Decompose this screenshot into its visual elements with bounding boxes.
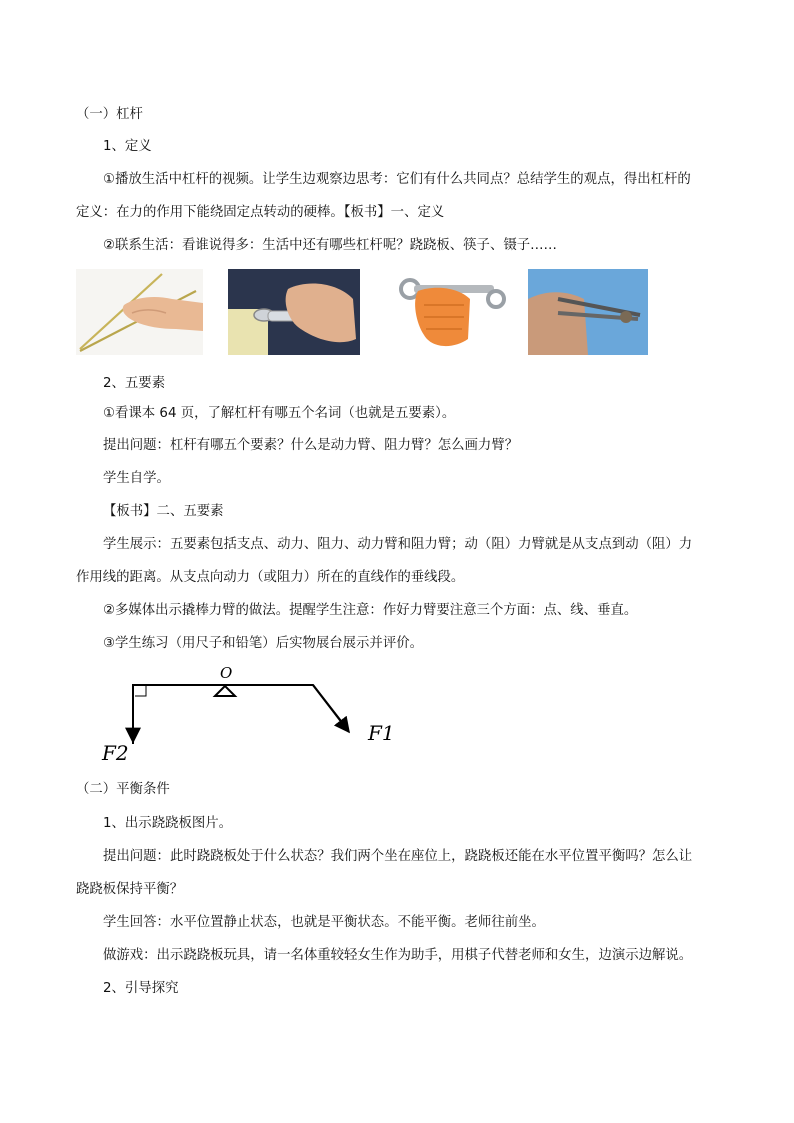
paragraph-self-study: 学生自学。 bbox=[103, 471, 170, 486]
paragraph-multimedia: ②多媒体出示撬棒力臂的做法。提醒学生注意：作好力臂要注意三个方面：点、线、垂直。 bbox=[103, 603, 638, 618]
subheading-seesaw-picture: 1、出示跷跷板图片。 bbox=[103, 816, 233, 831]
paragraph-game: 做游戏：出示跷跷板玩具，请一名体重较轻女生作为助手，用棋子代替老师和女生，边演示边解说。 bbox=[103, 948, 693, 963]
paragraph-textbook: ①看课本 64 页，了解杠杆有哪五个名词（也就是五要素）。 bbox=[103, 406, 456, 421]
pivot-triangle bbox=[215, 686, 235, 696]
lever-bar bbox=[133, 685, 348, 744]
paragraph-student-show: 学生展示：五要素包括支点、动力、阻力、动力臂和阻力臂；动（阻）力臂就是从支点到动（阻）力 bbox=[103, 537, 693, 552]
paragraph-life-examples: ②联系生活：看谁说得多：生活中还有哪些杠杆呢？跷跷板、筷子、镊子…… bbox=[103, 238, 557, 253]
force-arrow-f1 bbox=[313, 685, 349, 732]
paragraph-question: 提出问题：杠杆有哪五个要素？什么是动力臂、阻力臂？怎么画力臂？ bbox=[103, 438, 519, 453]
paragraph-video-cont: 定义：在力的作用下能绕固定点转动的硬棒。【板书】一、定义 bbox=[76, 205, 445, 220]
paragraph-student-answer: 学生回答：水平位置静止状态，也就是平衡状态。不能平衡。老师往前坐。 bbox=[103, 915, 545, 930]
photo-nutcracker bbox=[528, 269, 648, 355]
paragraph-seesaw-question-cont: 跷跷板保持平衡？ bbox=[76, 882, 184, 897]
subheading-guided-inquiry: 2、引导探究 bbox=[103, 981, 179, 996]
subheading-five-elements: 2、五要素 bbox=[103, 376, 166, 391]
right-angle-mark bbox=[135, 686, 146, 696]
lever-diagram bbox=[95, 660, 405, 765]
f1-label: F1 bbox=[368, 721, 395, 745]
paragraph-practice: ③学生练习（用尺子和铅笔）后实物展台展示并评价。 bbox=[103, 636, 423, 651]
paragraph-seesaw-question: 提出问题：此时跷跷板处于什么状态？我们两个坐在座位上，跷跷板还能在水平位置平衡吗？怎么让 bbox=[103, 849, 693, 864]
pivot-label: O bbox=[220, 664, 233, 682]
subheading-definition: 1、定义 bbox=[103, 139, 152, 154]
section-heading-lever: （一）杠杆 bbox=[76, 107, 143, 122]
photo-chopsticks bbox=[76, 269, 203, 355]
paragraph-student-show-cont: 作用线的距离。从支点向动力（或阻力）所在的直线作的垂线段。 bbox=[76, 570, 465, 585]
photo-bottle-opener bbox=[228, 269, 360, 355]
paragraph-video: ①播放生活中杠杆的视频。让学生边观察边思考：它们有什么共同点？总结学生的观点，得出杠杆的 bbox=[103, 172, 691, 187]
section-heading-balance: （二）平衡条件 bbox=[76, 782, 170, 797]
paragraph-board-note: 【板书】二、五要素 bbox=[103, 504, 224, 519]
f2-label: F2 bbox=[102, 741, 129, 765]
photo-wrench bbox=[384, 269, 516, 352]
